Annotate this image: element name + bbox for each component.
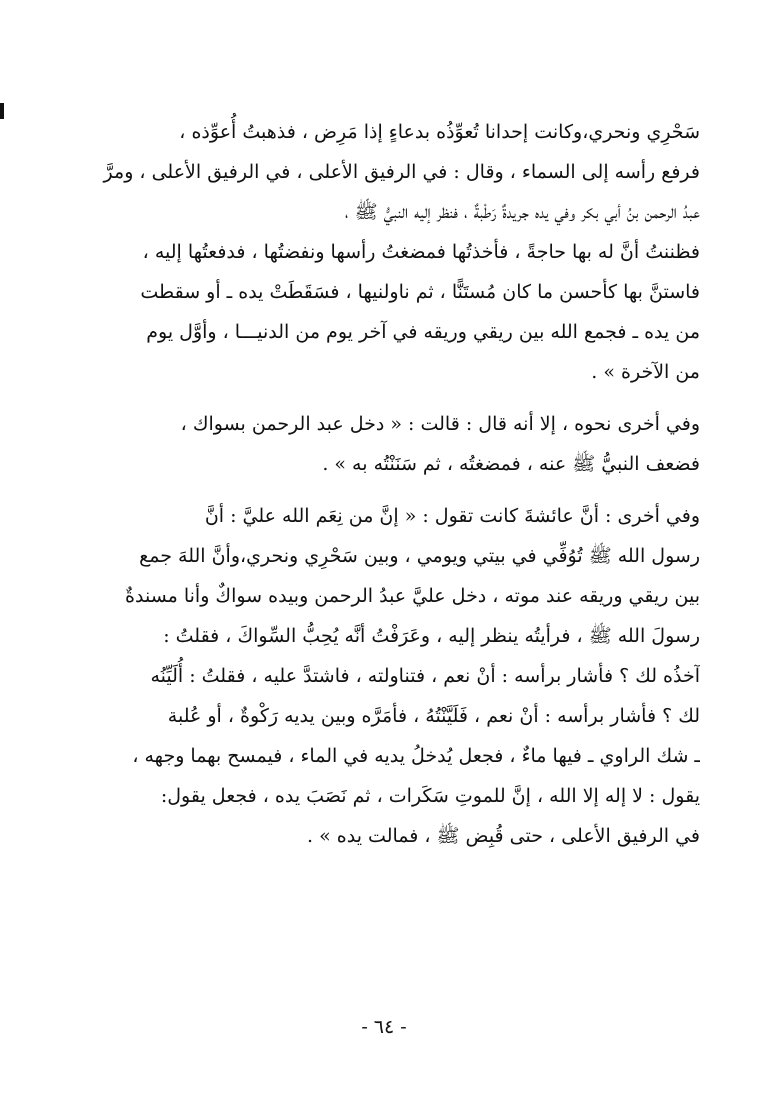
text-line: فظننتُ أنَّ له بها حاجةً ، فأخذتُها فمضغتُ رأسها ونفضتُها ، فدفعتُها إليه ، [142,241,700,263]
text-line: يقول : لا إله إلا الله ، إنَّ للموتِ سَكَرات ، ثم نَصَبَ يده ، فجعل يقول: [160,785,700,807]
text-line: عبدُ الرحمن بنُ أبي بكر وفي يده جريدةٌ رَطْبةٌ ، فنظر إليه النبيُّ ﷺ ، [344,201,700,223]
text-line: في الرفيق الأعلى ، حتى قُبِض ﷺ ، فمالت يده » . [307,825,700,847]
text-line: لك ؟ فأشار برأسه : أنْ نعم ، فَلَيَّنْتُهُ ، فأمَرَّه وبين يديه رَكْوةٌ ، أو عُلبة [167,705,700,727]
text-line: فضعف النبيُّ ﷺ عنه ، فمضغتُه ، ثم سَنَنْتُه به » . [322,453,700,475]
page-edge-mark [0,103,4,119]
text-line: من الآخرة » . [591,361,700,383]
text-line: ـ شك الراوي ـ فيها ماءٌ ، فجعل يُدخلُ يديه في الماء ، فيمسح بهما وجهه ، [132,745,700,767]
page-body [96,112,700,1032]
paragraph-3 [96,496,700,856]
text-line: من يده ـ فجمع الله بين ريقي وريقه في آخر يوم من الدنيـــا ، وأوَّل يوم [146,321,700,343]
text-line: سَحْرِي ونحري،وكانت إحدانا تُعوِّذُه بدعاءٍ إذا مَرِض ، فذهبتُ أُعوِّذه ، [179,121,700,143]
paragraph-1 [96,112,700,392]
page-number: - ٦٤ - [361,1016,407,1038]
paragraph-2 [96,404,700,484]
text-line: رسول الله ﷺ تُوُفِّي في بيتي ويومي ، وبين سَحْرِي ونحري،وأنَّ اللهَ جمع [139,545,700,567]
text-line: وفي أخرى : أنَّ عائشةَ كانت تقول : « إنَّ من نِعَم الله عليَّ : أنَّ [204,505,700,527]
text-line: فرفع رأسه إلى السماء ، وقال : في الرفيق الأعلى ، في الرفيق الأعلى ، ومرَّ [103,161,700,183]
text-line: فاستنَّ بها كأحسن ما كان مُستَنًّا ، ثم ناولنيها ، فسَقَطَتْ يده ـ أو سقطت [140,281,700,303]
text-line: بين ريقي وريقه عند موته ، دخل عليَّ عبدُ الرحمن وبيده سواكٌ وأنا مسندةٌ [125,585,700,607]
text-line: رسولَ الله ﷺ ، فرأيتُه ينظر إليه ، وعَرَفْتُ أنَّه يُحِبُّ السِّواكَ ، فقلتُ : [163,625,700,647]
text-line: وفي أخرى نحوه ، إلا أنه قال : قالت : « دخل عبد الرحمن بسواك ، [180,413,700,435]
text-line: آخذُه لك ؟ فأشار برأسه : أنْ نعم ، فتناولته ، فاشتدَّ عليه ، فقلتُ : أُلَيِّنُه [150,665,700,687]
